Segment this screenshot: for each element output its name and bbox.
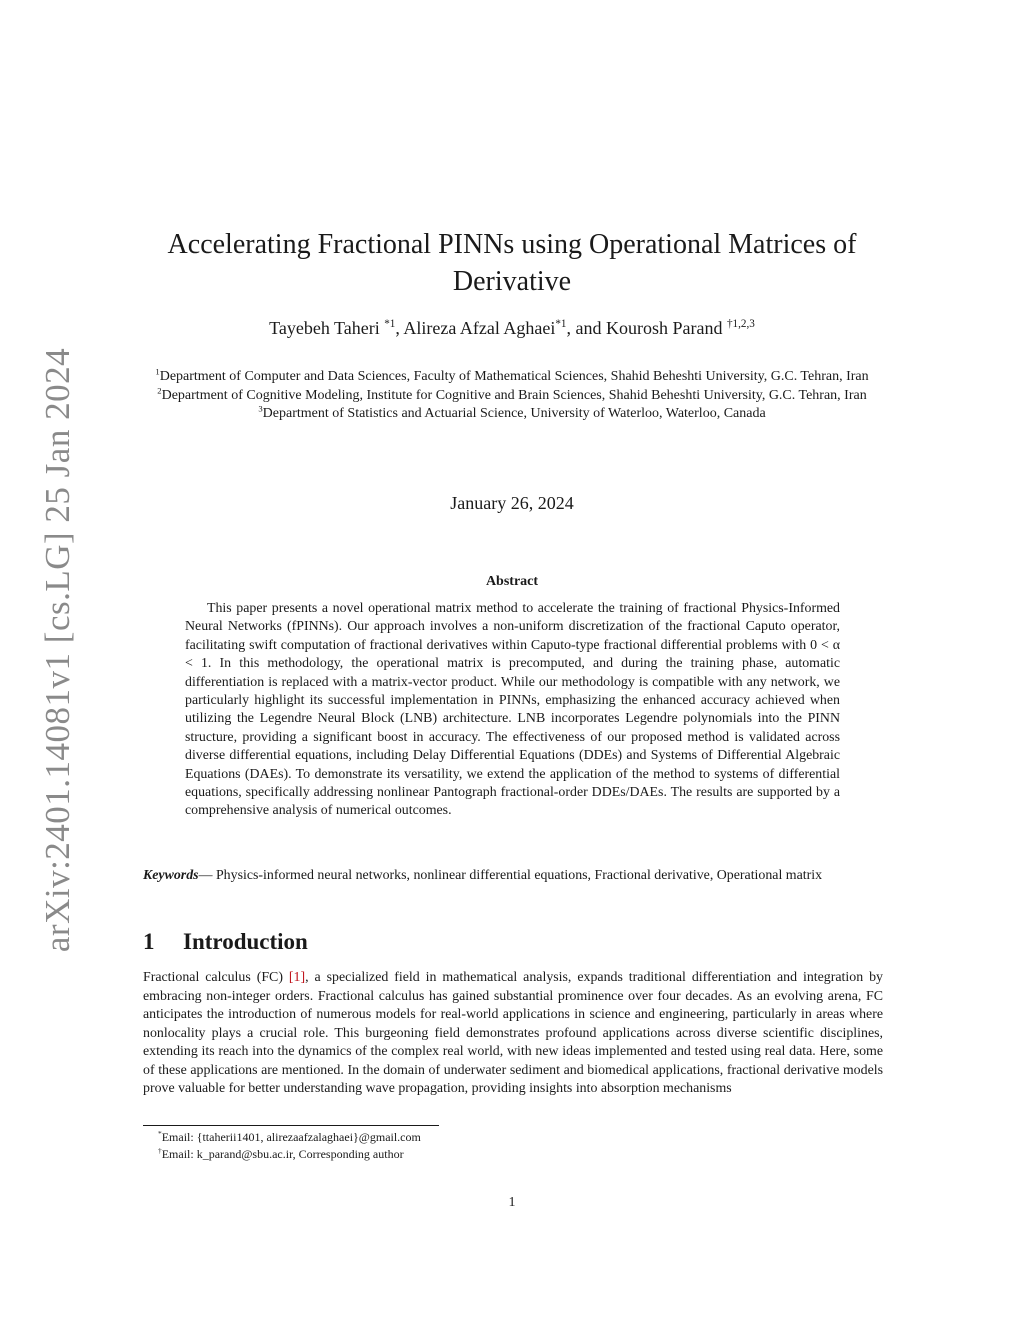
affiliation-number: 2 xyxy=(157,384,162,395)
affiliation-number: 3 xyxy=(258,403,263,414)
affiliation-text: Department of Cognitive Modeling, Institute for Cognitive and Brain Sciences, Shahid Beheshti University, G.C. Tehran, Iran xyxy=(161,387,867,403)
section-number: 1 xyxy=(143,929,155,954)
arxiv-identifier-stamp: arXiv:2401.14081v1 [cs.LG] 25 Jan 2024 xyxy=(38,347,77,953)
affiliation xyxy=(140,405,884,424)
publication-date: January 26, 2024 xyxy=(450,493,574,513)
author-name: Kourosh Parand xyxy=(605,318,723,338)
affiliation-number: 1 xyxy=(155,366,160,377)
abstract-heading: Abstract xyxy=(485,574,539,589)
keywords-text: Physics-informed neural networks, nonlinear differential equations, Fractional derivative, Operational matrix xyxy=(215,868,823,883)
author-affiliation-mark: *1 xyxy=(384,318,396,330)
intro-text: Fractional calculus (FC) xyxy=(143,970,289,985)
keywords-separator: — xyxy=(198,868,216,883)
footnote-text: Email: k_parand@sbu.ac.ir, Corresponding author xyxy=(161,1147,404,1161)
section-heading xyxy=(143,929,308,955)
footnote-text: Email: {ttaherii1401, alirezaafzalaghaei}@gmail.com xyxy=(161,1130,421,1144)
author-name: Alireza Afzal Aghaei xyxy=(403,318,556,338)
introduction-paragraph xyxy=(143,969,883,1099)
author-affiliation-mark: *1 xyxy=(555,318,567,330)
footnote-mark: † xyxy=(158,1146,162,1155)
abstract-text: This paper presents a novel operational matrix method to accelerate the training of fractional Physics-Informed Neural Networks (fPINNs). Our approach involves a non-uniform discretization of the fractional Caputo operator, facilitating swift computation of fractional derivatives within Caputo-type fractional differential problems with 0 < α < 1. In this methodology, the operational matrix is precomputed, and during the training phase, automatic differentiation is replaced with a matrix-vector product. While our methodology is compatible with any network, we particularly highlight its successful implementation in PINNs, emphasizing the enhanced accuracy achieved when utilizing the Legendre Neural Block (LNB) architecture. LNB incorporates Legendre polynomials into the PINN structure, providing a significant boost in accuracy. The effectiveness of our proposed method is validated across diverse differential equations, including Delay Differential Equations (DDEs) and Systems of Differential Algebraic Equations (DAEs). To demonstrate its versatility, we extend the application of the method to systems of differential equations, specifically addressing nonlinear Pantograph fractional-order DDEs/DAEs. The results are supported by a comprehensive analysis of numerical outcomes. xyxy=(185,601,840,819)
footnote xyxy=(158,1129,421,1146)
author-separator: , and xyxy=(566,318,606,338)
page-number: 1 xyxy=(508,1195,516,1210)
author-list xyxy=(140,318,884,339)
author-affiliation-mark: †1,2,3 xyxy=(726,318,755,330)
footnote xyxy=(158,1146,421,1163)
keywords-label: Keywords xyxy=(143,868,199,883)
section-title: Introduction xyxy=(183,929,308,954)
keywords xyxy=(143,867,883,885)
affiliation-list xyxy=(140,368,884,424)
affiliation xyxy=(140,368,884,387)
affiliation-text: Department of Computer and Data Sciences, Faculty of Mathematical Sciences, Shahid Beheshti University, G.C. Tehran, Iran xyxy=(159,369,869,384)
intro-text: , a specialized field in mathematical analysis, expands traditional differentiation and integration by embracing non-integer orders. Fractional calculus has gained substantial prominence over four decades. As an evolving arena, FC anticipates the introduction of numerous models for real-world applications in science and engineering, particularly in areas where nonlocality plays a crucial role. This burgeoning field demonstrates profound applications across diverse scientific disciplines, extending its reach into the dynamics of the complex real world, with new ideas implemented and tested using real data. Here, some of these applications are mentioned. In the domain of underwater sediment and biomedical applications, fractional derivative models prove valuable for better understanding wave propagation, providing insights into absorption mechanisms xyxy=(143,970,883,1096)
footnote-mark: * xyxy=(158,1129,162,1138)
affiliation-text: Department of Statistics and Actuarial Science, University of Waterloo, Waterloo, Canada xyxy=(262,406,766,421)
footnote-divider xyxy=(143,1125,439,1126)
citation-link[interactable]: [1] xyxy=(288,970,306,985)
author-separator: , xyxy=(395,318,404,338)
author-name: Tayebeh Taheri xyxy=(269,318,380,338)
affiliation xyxy=(140,384,884,406)
footnotes xyxy=(158,1129,421,1163)
paper-title: Accelerating Fractional PINNs using Operational Matrices of Derivative xyxy=(167,229,857,297)
